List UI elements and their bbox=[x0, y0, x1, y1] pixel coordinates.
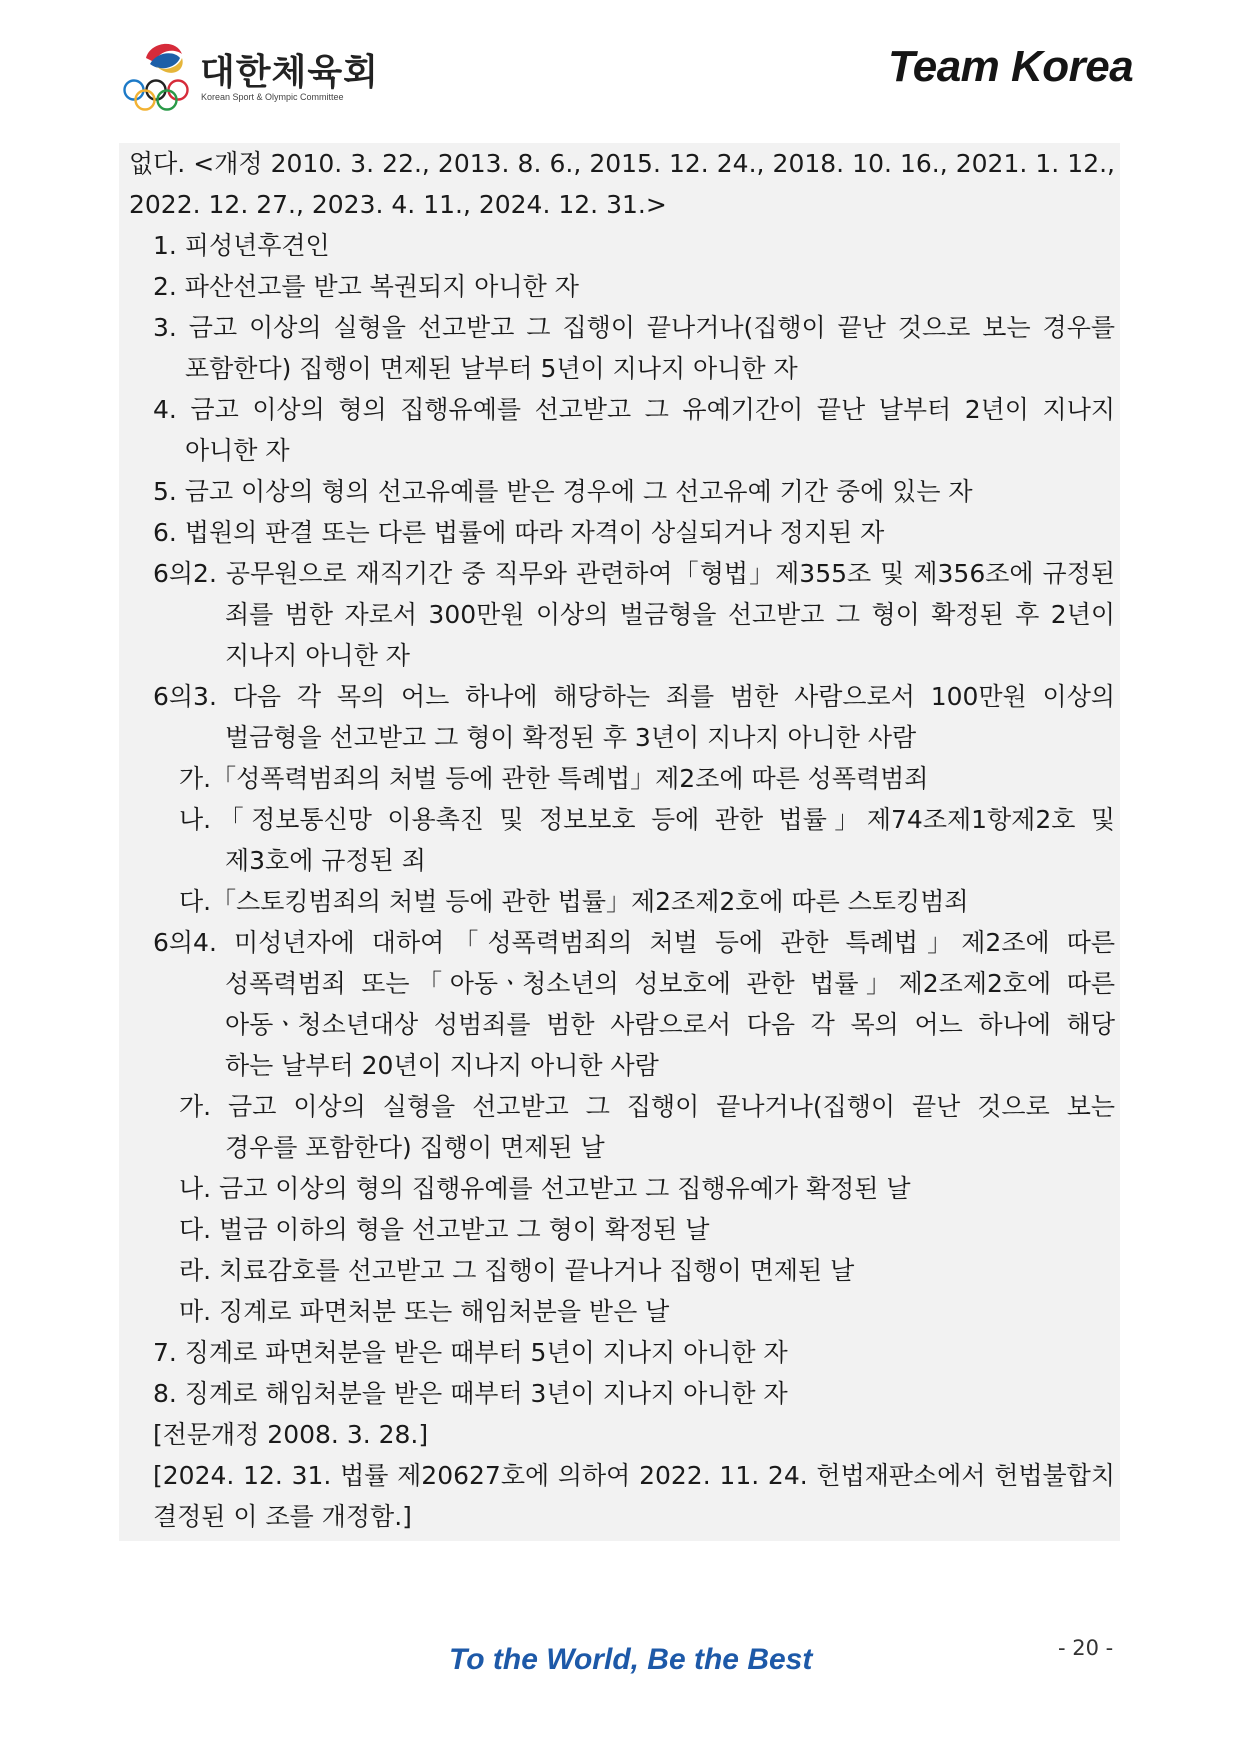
list-item: 1. 피성년후견인 bbox=[153, 231, 330, 260]
list-item-continuation: 성폭력범죄 또는「아동ㆍ청소년의 성보호에 관한 법률」제2조제2호에 따른 bbox=[225, 969, 1115, 998]
org-name: 대한체육회 bbox=[200, 52, 379, 93]
revision-note: [2024. 12. 31. 법률 제20627호에 의하여 2022. 11. 24. 헌법재판소에서 헌법불합치 bbox=[153, 1461, 1115, 1490]
list-item-continuation: 아니한 자 bbox=[185, 436, 290, 465]
page-header bbox=[0, 0, 1239, 130]
team-korea-logo: Team Korea bbox=[888, 42, 1134, 91]
sub-list-item: 다.「스토킹범죄의 처벌 등에 관한 법률」제2조제2호에 따른 스토킹범죄 bbox=[179, 887, 969, 916]
law-text-box bbox=[119, 143, 1120, 1541]
list-item-continuation: 죄를 범한 자로서 300만원 이상의 벌금형을 선고받고 그 형이 확정된 후 2년이 bbox=[225, 600, 1115, 629]
text-line: 2022. 12. 27., 2023. 4. 11., 2024. 12. 31.> bbox=[129, 190, 667, 219]
sub-list-item: 라. 치료감호를 선고받고 그 집행이 끝나거나 집행이 면제된 날 bbox=[179, 1256, 855, 1285]
sub-list-item: 다. 벌금 이하의 형을 선고받고 그 형이 확정된 날 bbox=[179, 1215, 710, 1244]
footer-slogan: To the World, Be the Best bbox=[449, 1643, 813, 1676]
sub-list-item: 나. 금고 이상의 형의 집행유예를 선고받고 그 집행유예가 확정된 날 bbox=[179, 1174, 911, 1203]
list-item: 6의4. 미성년자에 대하여「성폭력범죄의 처벌 등에 관한 특례법」제2조에 따른 bbox=[153, 928, 1115, 957]
list-item: 7. 징계로 파면처분을 받은 때부터 5년이 지나지 아니한 자 bbox=[153, 1338, 788, 1367]
list-item: 2. 파산선고를 받고 복권되지 아니한 자 bbox=[153, 272, 579, 301]
sub-list-item: 가. 금고 이상의 실형을 선고받고 그 집행이 끝나거나(집행이 끝난 것으로 보는 bbox=[179, 1092, 1115, 1121]
list-item-continuation: 벌금형을 선고받고 그 형이 확정된 후 3년이 지나지 아니한 사람 bbox=[225, 723, 917, 752]
revision-note-continuation: 결정된 이 조를 개정함.] bbox=[153, 1502, 412, 1531]
org-subtitle: Korean Sport & Olympic Committee bbox=[201, 92, 344, 102]
list-item-continuation: 아동ㆍ청소년대상 성범죄를 범한 사람으로서 다음 각 목의 어느 하나에 해당 bbox=[225, 1010, 1115, 1039]
list-item-continuation: 지나지 아니한 자 bbox=[225, 641, 410, 670]
revision-note: [전문개정 2008. 3. 28.] bbox=[153, 1420, 429, 1449]
list-item: 3. 금고 이상의 실형을 선고받고 그 집행이 끝나거나(집행이 끝난 것으로 보는 경우를 bbox=[153, 313, 1115, 342]
list-item: 6. 법원의 판결 또는 다른 법률에 따라 자격이 상실되거나 정지된 자 bbox=[153, 518, 885, 547]
list-item: 6의3. 다음 각 목의 어느 하나에 해당하는 죄를 범한 사람으로서 100만원 이상의 bbox=[153, 682, 1115, 711]
list-item: 4. 금고 이상의 형의 집행유예를 선고받고 그 유예기간이 끝난 날부터 2년이 지나지 bbox=[153, 395, 1115, 424]
sub-list-item: 나.「정보통신망 이용촉진 및 정보보호 등에 관한 법률」제74조제1항제2호 및 bbox=[179, 805, 1115, 834]
sub-list-item: 마. 징계로 파면처분 또는 해임처분을 받은 날 bbox=[179, 1297, 670, 1326]
list-item: 8. 징계로 해임처분을 받은 때부터 3년이 지나지 아니한 자 bbox=[153, 1379, 788, 1408]
list-item-continuation: 포함한다) 집행이 면제된 날부터 5년이 지나지 아니한 자 bbox=[185, 354, 798, 383]
sub-list-item-continuation: 경우를 포함한다) 집행이 면제된 날 bbox=[225, 1133, 605, 1162]
list-item-continuation: 하는 날부터 20년이 지나지 아니한 사람 bbox=[225, 1051, 659, 1080]
page-number: - 20 - bbox=[1058, 1636, 1114, 1660]
list-item: 6의2. 공무원으로 재직기간 중 직무와 관련하여「형법」제355조 및 제356조에 규정된 bbox=[153, 559, 1115, 588]
list-item: 5. 금고 이상의 형의 선고유예를 받은 경우에 그 선고유예 기간 중에 있는 자 bbox=[153, 477, 973, 506]
text-line: 없다. <개정 2010. 3. 22., 2013. 8. 6., 2015. 12. 24., 2018. 10. 16., 2021. 1. 12., bbox=[129, 149, 1115, 178]
sub-list-item-continuation: 제3호에 규정된 죄 bbox=[225, 846, 426, 875]
sub-list-item: 가.「성폭력범죄의 처벌 등에 관한 특례법」제2조에 따른 성폭력범죄 bbox=[179, 764, 929, 793]
